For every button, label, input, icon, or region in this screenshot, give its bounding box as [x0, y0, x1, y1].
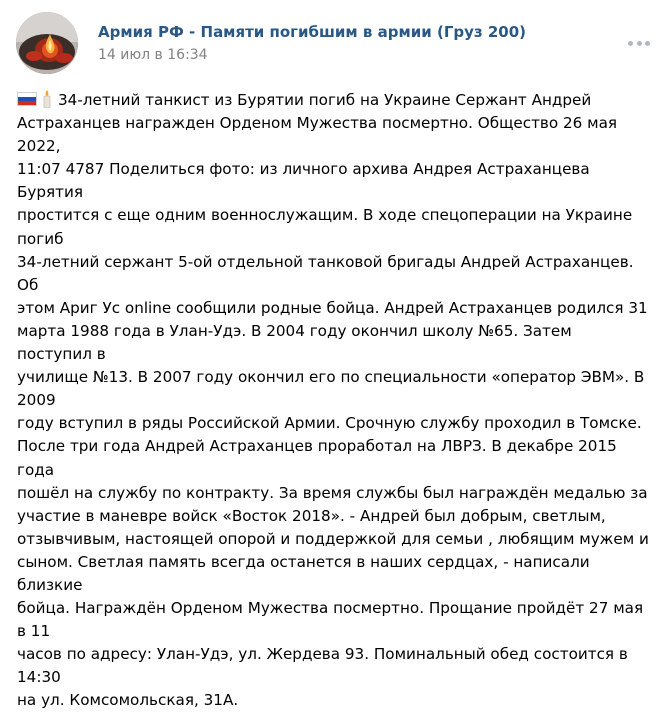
- candle-icon: [40, 90, 54, 108]
- post-text: 34-летний танкист из Бурятии погиб на Украине Сержант Андрей Астраханцев награжден Орденом Мужества посмертно. Общество 26 мая 2022, 11:07 4787 Поделиться фото: из личного архива Андрея Астраханцева Бурятия простится с еще одним военнослужащим. В ходе спецоперации на Украине погиб 34-летний сержант 5-ой отдельной танковой бригады Андрей Астраханцев. Об этом Ариг Ус online сообщили родные бойца. Андрей Астраханцев родился 31 марта 1988 года в Улан-Удэ. В 2004 году окончил школу №65. Затем поступил в училище №13. В 2007 году окончил его по специальности «оператор ЭВМ». В 2009 году вступил в ряды Российской Армии. Срочную службу проходил в Томске. После три года Андрей Астраханцев проработал на ЛВРЗ. В декабре 2015 года пошёл на службу по контракту. За время службы был награждён медалью за участие в маневре войск «Восток 2018». - Андрей был добрым, светлым, отзывчивым, настоящей опорой и поддержкой для семьи , любящим мужем и сыном. Светлая память всегда останется в наших сердцах, - написали близкие бойца. Награждён Орденом Мужества посмертно. Прощание пройдёт 27 мая в 11 часов по адресу: Улан-Удэ, ул. Жердева 93. Поминальный обед состоится в 14:30 на ул. Комсомольская, 31А.: [17, 91, 649, 710]
- more-options-icon[interactable]: [628, 40, 650, 46]
- avatar-image: [16, 12, 78, 74]
- dot-icon: [628, 41, 633, 46]
- post-date[interactable]: 14 июл в 16:34: [98, 47, 208, 63]
- flag-russia-icon: [17, 92, 37, 106]
- community-avatar[interactable]: [16, 12, 78, 74]
- post-author[interactable]: Армия РФ - Памяти погибшим в армии (Груз 200): [98, 23, 527, 41]
- dot-icon: [637, 41, 642, 46]
- post-header: [16, 12, 650, 72]
- post-text-container: [17, 89, 649, 713]
- dot-icon: [645, 41, 650, 46]
